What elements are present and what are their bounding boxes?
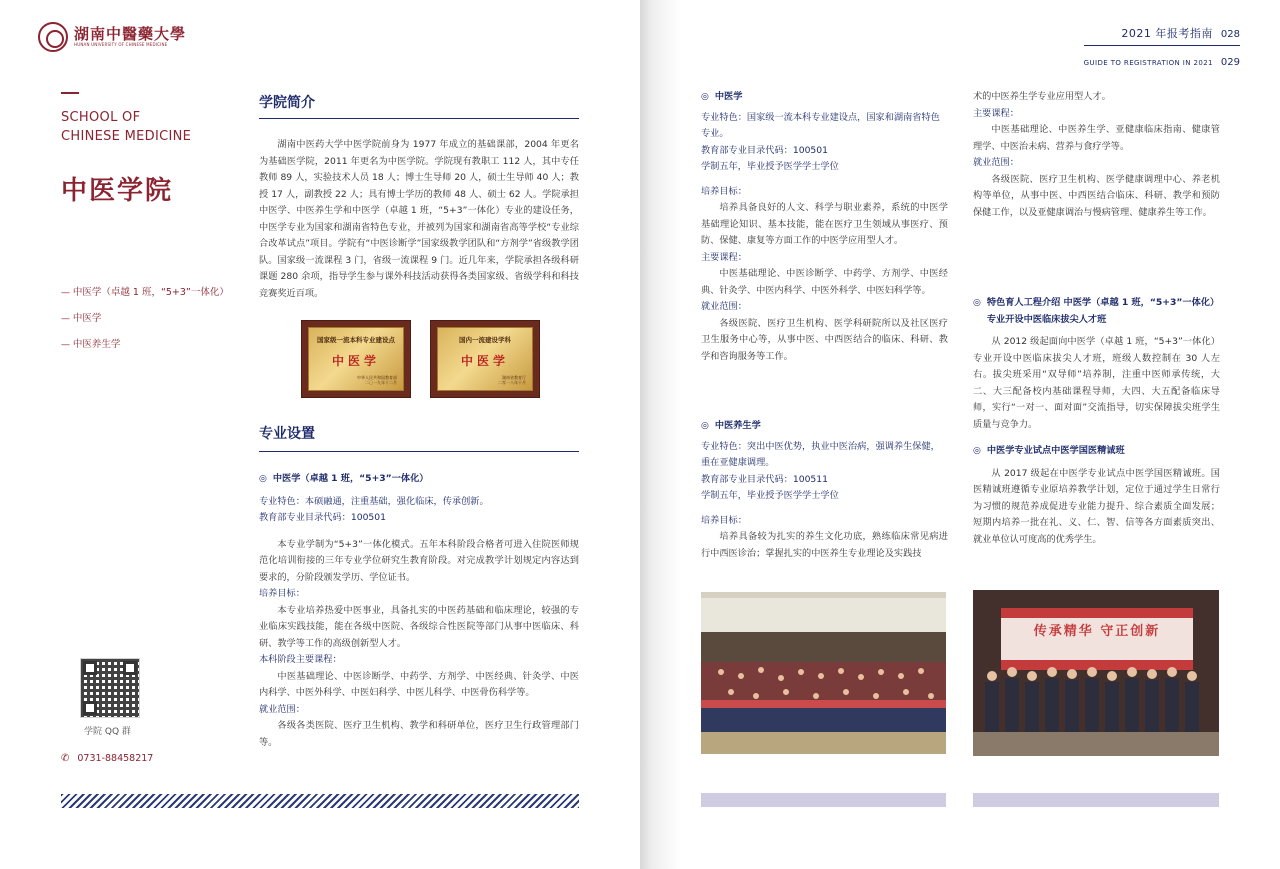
decorative-bar bbox=[973, 793, 1219, 807]
qr-label: 学院 QQ 群 bbox=[84, 727, 131, 737]
university-name-en: HUNAN UNIVERSITY OF CHINESE MEDICINE bbox=[74, 42, 168, 47]
nav-item-health-preservation[interactable]: — 中医养生学 bbox=[61, 332, 229, 358]
major-tcm-block: ◎ 中医学 专业特色：国家级一流本科专业建设点，国家和湖南省特色专业。 教育部专业目录代码：100501 学制五年，毕业授予医学学士学位 培养目标： 培养具备良好的人文、科学与职业素养，系统的中医学基础理论知识、基本技能，能在医疗卫生领域从事医疗、预防、保健、康复等方面工作的中医学应用型人才。 主要课程： 中医基础理论、中医诊断学、中药学、方剂学、中医经典、针灸学、中医内科学、中医外科学、中医妇科学等。 就业范围： 各级医院、医疗卫生机构、医学科研院所以及社区医疗卫生服务中心等，从事中医、中西医结合的临床、科研、教学和咨询服务等工作。 bbox=[701, 91, 948, 362]
university-name-cn: 湖南中醫藥大學 bbox=[74, 25, 187, 43]
intro-text: 湖南中医药大学中医学院前身为 1977 年成立的基础课部，2004 年更名为基础医学院，2011 年更名为中医学院。学院现有教职工 112 人，其中专任教师 89 人，实验技术人员 18 人；博士生导师 20 人，硕士生导师 40 人；教授 17 人，副教授 22 人；具有博士学历的教师 48 人、硕士 62 人。学院承担中医学、中医养生学和中医学（卓越 1 班，“5+3”一体化）专业的建设任务，中医学专业为国家和湖南省特色专业，并被列为国家和湖南省高等学校“专业综合改革试点”项目。学院有“中医诊断学”国家级教学团队和“方剂学”省级教学团队。国家级一流课程 3 门，省级一流课程 9 门。近几年来，学院承担各级科研课题 280 余项，指导学生参与课外科技活动获得各类国家级、省级学科和科技竞赛奖近百项。 bbox=[259, 139, 579, 299]
nav-item-excellence[interactable]: — 中医学（卓越 1 班，“5+3”一体化） bbox=[61, 280, 229, 306]
group-photo bbox=[701, 592, 946, 754]
bullet-circle-icon: ◎ bbox=[701, 92, 709, 102]
page-header: 2021 年报考指南 028 GUIDE TO REGISTRATION IN 2021 029 bbox=[1083, 27, 1240, 68]
qq-group-qr-code bbox=[80, 658, 140, 718]
accent-dash bbox=[61, 92, 79, 94]
ceremony-photo bbox=[973, 590, 1219, 756]
university-logo bbox=[38, 22, 186, 52]
university-seal-icon bbox=[38, 22, 68, 52]
phone-number: 0731-88458217 bbox=[77, 753, 154, 764]
intro-heading: 学院简介 bbox=[259, 95, 315, 111]
plaque-national: 国家级一流本科专业建设点 中医学 中华人民共和国教育部 二〇一九年十二月 bbox=[301, 320, 411, 398]
group-photo-art bbox=[701, 592, 946, 754]
plaque-discipline: 国内一流建设学科 中医学 湖南省教育厅 二零一八年十月 bbox=[430, 320, 540, 398]
bullet-circle-icon: ◎ bbox=[973, 446, 981, 456]
feature-program-block: ◎ 特色育人工程介绍 中医学（卓越 1 班，“5+3”一体化）专业开设中医临床拔尖人才班 从 2012 级起面向中医学（卓越 1 班，“5+3”一体化）专业开设中医临床拔尖人才班，班级人数控制在 30 人左右。拔尖班采用“双导师”培养制，注重中医师承传统，大二、大三配备校内基础课程导师，大四、大五配备临床导师，实行“一对一、面对面”交流指导，切实保障拔尖班学生质量与竞争力。 ◎ 中医学专业试点中医学国医精诚班 从 2017 级起在中医学专业试点中医学国医精诚班。国医精诚班遵循专业原培养教学计划，定位于通过学生日常行为习惯的规范养成促进专业能力提升、综合素质全面发展；短期内培养一批在礼、义、仁、智、信等各方面素质突出、就业单位认可度高的优秀学生。 bbox=[973, 297, 1220, 545]
bullet-circle-icon: ◎ bbox=[973, 298, 981, 308]
major-health-continued: 术的中医养生学专业应用型人才。 主要课程： 中医基础理论、中医养生学、亚健康临床指南、健康管理学、中医治未病、营养与食疗学等。 就业范围： 各级医院、医疗卫生机构、医学健康调理中心、养老机构等单位，从事中医、中西医结合临床、科研、教学和预防保健工作，以及亚健康调治与慢病管理、健康养生等工作。 bbox=[973, 91, 1220, 218]
ceremony-photo-art bbox=[973, 590, 1219, 756]
decorative-stripe bbox=[61, 794, 579, 808]
bullet-circle-icon: ◎ bbox=[259, 474, 267, 484]
heading-rule bbox=[259, 451, 579, 452]
phone-icon: ✆ bbox=[61, 753, 70, 764]
school-name-en: SCHOOL OF CHINESE MEDICINE bbox=[61, 110, 192, 144]
heading-rule bbox=[259, 118, 579, 119]
ceremony-banner-text: 传承精华 守正创新 bbox=[1033, 624, 1161, 639]
school-name-cn: 中医学院 bbox=[61, 176, 174, 206]
right-page bbox=[640, 0, 1280, 869]
phone-contact bbox=[61, 753, 153, 764]
major-health-block: ◎ 中医养生学 专业特色：突出中医优势，执业中医治病，强调养生保健，重在亚健康调理。 教育部专业目录代码：100511 学制五年，毕业授予医学学士学位 培养目标： 培养具备较为扎实的养生文化功底，熟练临床常见病进行中西医诊治；掌握扎实的中医养生专业理论及实践技 bbox=[701, 420, 948, 559]
nav-item-tcm[interactable]: — 中医学 bbox=[61, 306, 229, 332]
major-excellence-block: ◎ 中医学（卓越 1 班，“5+3”一体化） 专业特色：本硕融通，注重基础，强化临床，传承创新。 教育部专业目录代码：100501 本专业学制为“5+3”一体化模式。五年本科阶段合格者可进入住院医师规范化培训衔接的三年专业学位研究生教育阶段。对完成教学计划规定内容达到要求的，分阶段颁发学历、学位证书。 培养目标： 本专业培养热爱中医事业，具备扎实的中医药基础和临床理论，较强的专业临床实践技能，能在各级中医院、各级综合性医院等部门从事中医临床、科研、教学等工作的高级创新型人才。 本科阶段主要课程： 中医基础理论、中医诊断学、中药学、方剂学、中医经典、针灸学、中医内科学、中医外科学、中医妇科学、中医儿科学、中医骨伤科学等。 就业范围： 各级各类医院、医疗卫生机构、教学和科研单位，医疗卫生行政管理部门等。 bbox=[259, 473, 579, 748]
decorative-bar bbox=[701, 793, 946, 807]
bullet-circle-icon: ◎ bbox=[701, 421, 709, 431]
majors-heading: 专业设置 bbox=[259, 426, 315, 442]
major-nav bbox=[61, 280, 229, 358]
